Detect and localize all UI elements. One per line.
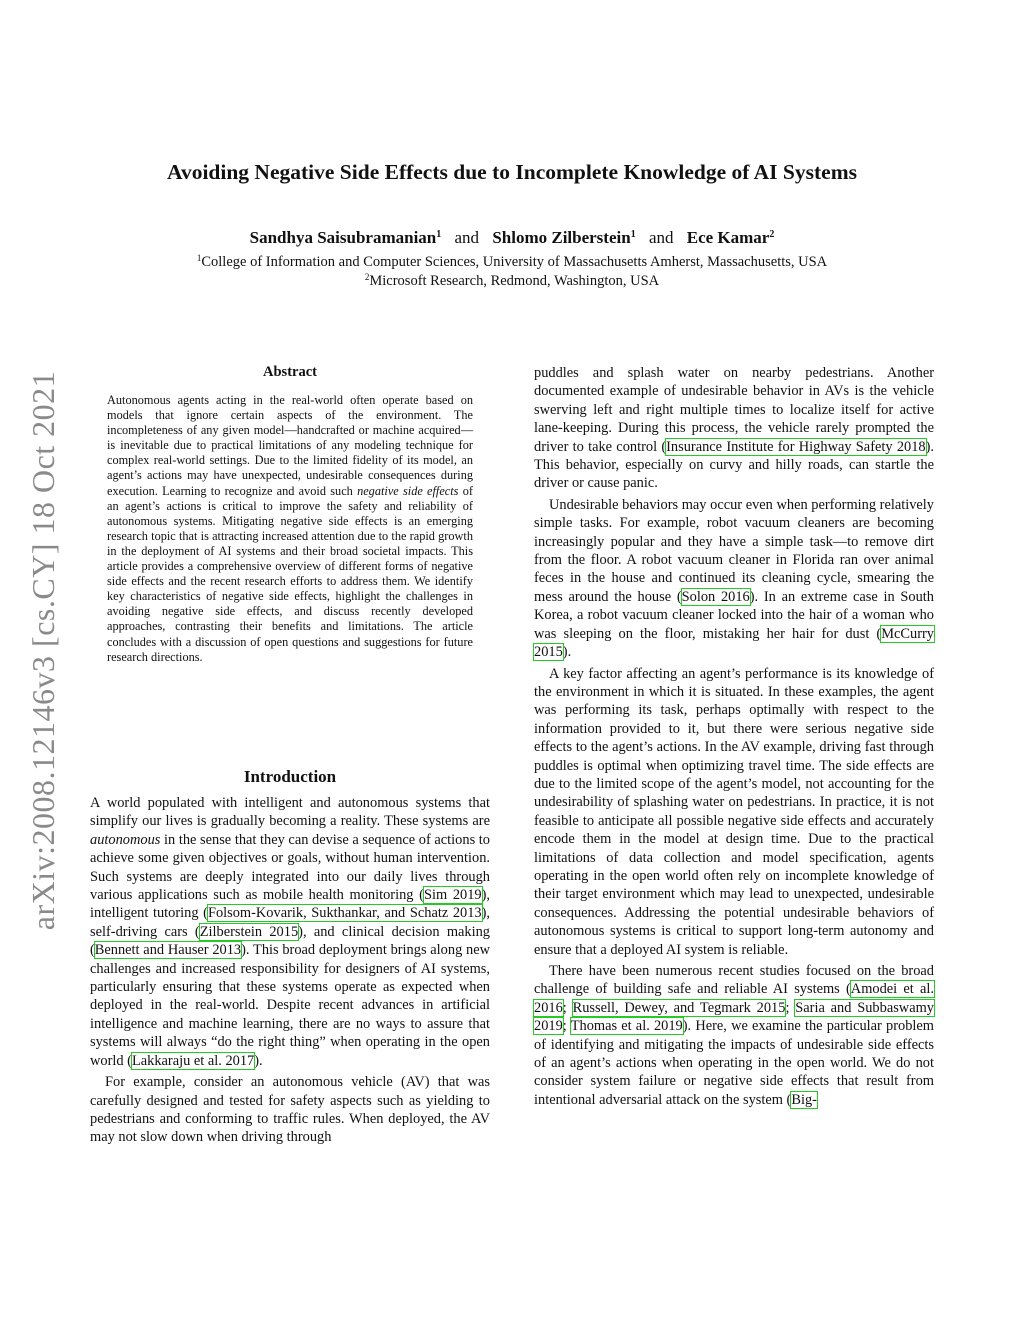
text-run: There have been numerous recent studies focused on the broad challenge of building safe and reliable AI systems ( xyxy=(534,963,934,998)
author-line xyxy=(0,228,1024,248)
section-heading-introduction: Introduction xyxy=(243,767,337,786)
text-run: ), self-driving cars ( xyxy=(90,905,490,940)
author-affiliation-mark: 2 xyxy=(769,229,775,240)
affiliation-mark: 2 xyxy=(364,272,370,282)
right-column-body xyxy=(534,364,934,1112)
text-run: ). This behavior, especially on curvy and hilly roads, can startle the driver or cause panic. xyxy=(534,438,934,492)
paper-title: Avoiding Negative Side Effects due to Incomplete Knowledge of AI Systems xyxy=(167,160,857,184)
left-column-body xyxy=(90,794,490,1150)
text-run: ). In an extreme case in South Korea, a robot vacuum cleaner locked into the hair of a woman who was sleeping on the floor, mistaking her hair for dust ( xyxy=(534,588,934,642)
author-name: Sandhya Saisubramanian xyxy=(249,228,437,247)
right-paragraph-2 xyxy=(534,496,934,662)
text-run: ), and clinical decision making ( xyxy=(90,923,491,959)
text-run: ), intelligent tutoring ( xyxy=(90,887,491,922)
text-run: Undesirable behaviors may occur even when performing relatively simple tasks. For example, robot vacuum cleaners are becoming increasingly popular and they have a simple task—to remove dirt from the floor. A robot vacuum cleaner in Florida ran over animal feces in the house and continued its cleaning cycle, smearing the mess around the house ( xyxy=(534,496,934,605)
abstract-heading: Abstract xyxy=(263,364,317,380)
citation-link[interactable]: Folsom-Kovarik, Sukthankar, and Schatz 2013 xyxy=(207,905,482,922)
citation-link[interactable]: Solon 2016 xyxy=(681,588,750,605)
citation-link[interactable]: Insurance Institute for Highway Safety 2018 xyxy=(666,438,926,455)
author-name: Shlomo Zilberstein xyxy=(492,228,631,247)
citation-link[interactable]: Amodei et al. 2016 xyxy=(534,981,934,1016)
affiliation-text: College of Information and Computer Sciences, University of Massachusetts Amherst, Massachusetts, USA xyxy=(201,254,828,270)
abstract-part: of an agent’s actions is critical to improve the safety and reliability of autonomous systems. Mitigating negative side effects is an emerging research topic that is attracting increased attention due to the rapid growth in the deployment of AI systems and their broad societal impacts. This article provides a comprehensive overview of different forms of negative side effects and the recent research efforts to address them. We identify key characteristics of negative side effects, highlight the challenges in avoiding negative side effects, and discuss recently developed approaches, contrasting their benefits and limitations. The article concludes with a discussion of open questions and suggestions for future research directions. xyxy=(107,483,473,664)
arxiv-stamp-text: arXiv:2008.12146v3 [cs.CY] 18 Oct 2021 xyxy=(25,370,62,930)
right-paragraph-1 xyxy=(534,364,934,493)
author-separator: and xyxy=(454,228,480,247)
citation-link[interactable]: Big- xyxy=(791,1091,817,1108)
text-run: in the sense that they can devise a sequence of actions to achieve some given objectives or goals, without human intervention. Such systems are deeply integrated into our daily lives through various applications such as mobile health monitoring ( xyxy=(90,831,490,904)
abstract-emphasis: negative side effects xyxy=(357,483,459,498)
text-run: ). Here, we examine the particular problem of identifying and mitigating the impacts of undesirable side effects of an agent’s actions when operating in the open world. We do not consider system failure or negative side effects that result from intentional adversarial attack on the system ( xyxy=(534,1018,934,1108)
text-run: ; xyxy=(562,1018,571,1035)
affiliation-line xyxy=(0,273,1024,290)
citation-link[interactable]: McCurry 2015 xyxy=(534,625,934,661)
citation-link[interactable]: Russell, Dewey, and Tegmark 2015 xyxy=(572,999,786,1016)
author-name: Ece Kamar xyxy=(686,228,770,247)
citation-link[interactable]: Sim 2019 xyxy=(423,887,482,904)
citation-link[interactable]: Zilberstein 2015 xyxy=(199,923,299,940)
affiliation-text: Microsoft Research, Redmond, Washington, USA xyxy=(369,273,660,289)
text-run: puddles and splash water on nearby pedestrians. Another documented example of undesirable behavior in AVs is the vehicle swerving left and right multiple times to localize itself for active lane-keeping. During this process, the vehicle rarely prompted the driver to take control ( xyxy=(534,365,934,455)
abstract-text xyxy=(107,393,473,665)
citation-link[interactable]: Bennett and Hauser 2013 xyxy=(94,942,242,959)
citation-link[interactable]: Saria and Subbaswamy 2019 xyxy=(534,999,934,1035)
intro-paragraph-2: For example, consider an autonomous vehicle (AV) that was carefully designed and tested for safety aspects such as yielding to pedestrians and conforming to traffic rules. When deployed, the AV may not slow down when driving through xyxy=(90,1074,490,1146)
text-run: ). xyxy=(562,644,572,661)
author-affiliation-mark: 1 xyxy=(630,229,636,240)
affiliation-line xyxy=(0,254,1024,271)
right-paragraph-3: A key factor affecting an agent’s performance is its knowledge of the environment in which it is situated. In these examples, the agent was performing its task, perhaps optimally with respect to the information provided to it, but there were serious negative side effects to the agent’s actions. In the AV example, driving fast through puddles is optimal when optimizing travel time. The side effects are due to the limited scope of the agent’s model, not accounting for the undesirability of splashing water on pedestrians. In practice, it is not feasible to anticipate all possible negative side effects and accurately encode them in the model at design time. Due to the practical limitations of data collection and model specification, agents operating in the open world often rely on incomplete knowledge of their target environment which may lead to unexpected, undesirable consequences. Addressing the potential undesirable behaviors of autonomous systems is critical to support long-term autonomy and ensure that a deployed AI system is reliable. xyxy=(534,665,934,958)
text-run: A world populated with intelligent and autonomous systems that simplify our lives is gradually becoming a reality. These systems are xyxy=(90,795,490,830)
text-run: ). This broad deployment brings along new challenges and increased responsibility for designers of AI systems, particularly ensuring that these systems operate as expected when deployed in the real-world. Despite recent advances in artificial intelligence and machine learning, there are no ways to assure that systems will always “do the right thing” when operating in the open world ( xyxy=(90,942,490,1069)
text-run: ). xyxy=(254,1052,263,1069)
intro-paragraph-1 xyxy=(90,794,490,1070)
emphasis: autonomous xyxy=(90,831,161,848)
arxiv-stamp xyxy=(22,355,66,945)
right-paragraph-4 xyxy=(534,962,934,1109)
author-separator: and xyxy=(648,228,674,247)
citation-link[interactable]: Lakkaraju et al. 2017 xyxy=(131,1052,255,1069)
citation-link[interactable]: Thomas et al. 2019 xyxy=(570,1018,683,1035)
text-run: ; xyxy=(785,999,796,1016)
author-affiliation-mark: 1 xyxy=(436,229,442,240)
abstract-part: Autonomous agents acting in the real-world often operate based on models that ignore certain aspects of the environment. The incompleteness of any given model—handcrafted or machine acquired—is inevitable due to practical limitations of any modeling technique for complex real-world settings. Due to the limited fidelity of its model, an agent’s actions may have unexpected, undesirable consequences during execution. Learning to recognize and avoid such xyxy=(107,393,473,498)
text-run: ; xyxy=(562,999,573,1016)
affiliation-mark: 1 xyxy=(196,253,202,263)
